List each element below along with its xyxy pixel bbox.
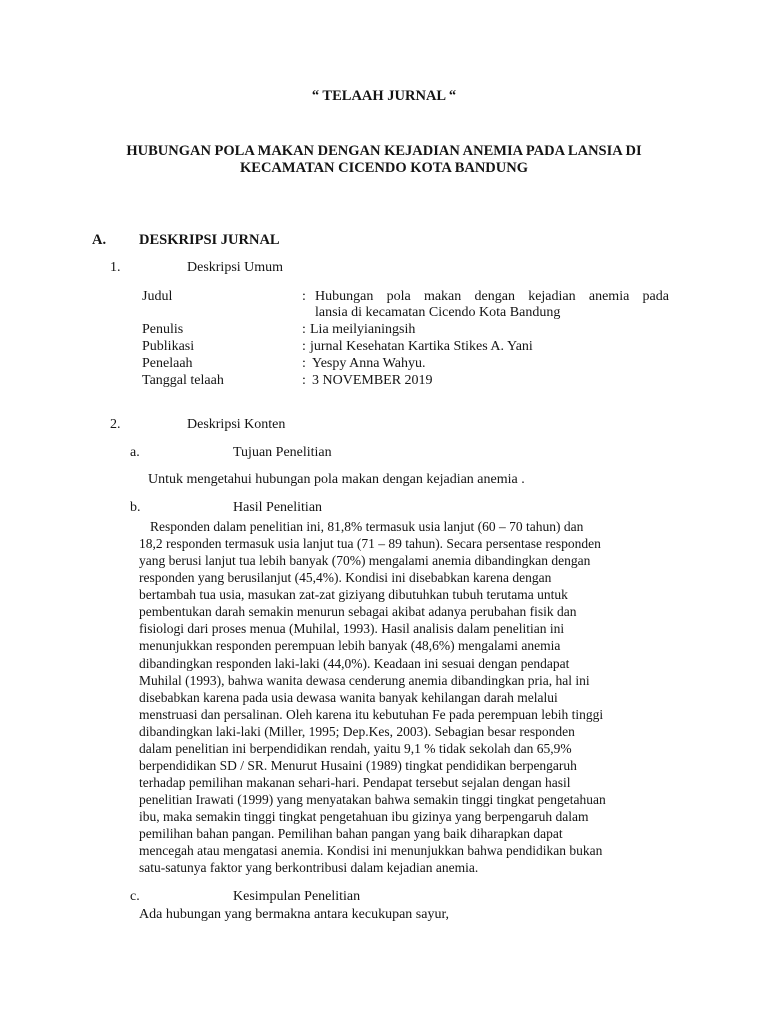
sub-a-letter: a. <box>130 445 140 460</box>
paragraph-line: satu-satunya faktor yang berkontribusi dalam kejadian anemia. <box>139 860 479 876</box>
paragraph-line: menstruasi dan persalinan. Oleh karena itu kebutuhan Fe pada perempuan lebih tinggi <box>139 706 604 722</box>
info-separator: : <box>302 289 306 304</box>
info-label-penulis: Penulis <box>142 322 184 337</box>
journal-title <box>80 143 688 177</box>
paragraph-line: dibandingkan responden laki-laki (44,0%). Keadaan ini sesuai dengan pendapat <box>139 655 570 671</box>
paragraph-line: Muhilal (1993), bahwa wanita dewasa cenderung anemia dibandingkan pria, hal ini <box>139 672 590 688</box>
item-1-heading: Deskripsi Umum <box>187 260 284 275</box>
paragraph-line: yang berusi lanjut tua lebih banyak (70%) mengalami anemia dibandingkan dengan <box>139 553 591 569</box>
paragraph-line: berpendidikan SD / SR. Menurut Husaini (1989) tingkat pendidikan berpengaruh <box>139 757 577 773</box>
paragraph-line: penelitian Irawati (1999) yang menyatakan bahwa semakin tinggi tingkat pengetahuan <box>139 792 606 807</box>
info-value-penulis: Lia meilyianingsih <box>310 322 416 337</box>
section-a-heading: DESKRIPSI JURNAL <box>139 232 280 248</box>
info-label-publikasi: Publikasi <box>142 339 195 354</box>
info-separator: : <box>302 373 306 388</box>
sub-c-text: Ada hubungan yang bermakna antara kecukupan sayur, <box>139 907 450 922</box>
paragraph-line: disebabkan karena pada usia dewasa wanita banyak kehilangan darah melalui <box>139 689 558 705</box>
section-a-letter: A. <box>92 232 107 248</box>
page-heading: “ TELAAH JURNAL “ <box>311 88 457 104</box>
item-2-heading: Deskripsi Konten <box>187 417 286 432</box>
paragraph-line: 18,2 responden termasuk usia lanjut tua (71 – 89 tahun). Secara persentase responden <box>139 536 601 552</box>
paragraph-line: fisiologi dari proses menua (Muhilal, 1993). Hasil analisis dalam penelitian ini <box>139 621 565 637</box>
info-value-judul-line: lansia di kecamatan Cicendo Kota Bandung <box>315 305 561 320</box>
journal-title-line: HUBUNGAN POLA MAKAN DENGAN KEJADIAN ANEMIA PADA LANSIA DI <box>126 143 642 159</box>
info-separator: : <box>302 356 306 371</box>
item-1-number: 1. <box>110 260 121 275</box>
info-label-judul: Judul <box>142 289 173 304</box>
info-separator: : <box>302 339 306 354</box>
info-value-penelaah: Yespy Anna Wahyu. <box>312 356 426 371</box>
sub-b-letter: b. <box>130 500 141 515</box>
paragraph-line: responden yang berusilanjut (45,4%). Kondisi ini disebabkan karena dengan <box>139 570 552 586</box>
info-label-penelaah: Penelaah <box>142 356 193 371</box>
paragraph-line: dibandingkan laki-laki (Miller, 1995; Dep.Kes, 2003). Sebagian besar responden <box>139 723 575 739</box>
paragraph-line: pembentukan darah semakin menurun sebagai akibat adanya perubahan fisik dan <box>139 604 577 620</box>
info-value-tanggal: 3 NOVEMBER 2019 <box>312 373 433 388</box>
item-2-number: 2. <box>110 417 121 432</box>
info-separator: : <box>302 322 306 337</box>
info-value-publikasi: jurnal Kesehatan Kartika Stikes A. Yani <box>310 339 533 354</box>
paragraph-line: menunjukkan responden perempuan lebih banyak (48,6%) mengalami anemia <box>139 638 561 654</box>
info-value-judul-line: Hubungan pola makan dengan kejadian anemia pada <box>315 289 669 304</box>
sub-c-heading: Kesimpulan Penelitian <box>233 889 361 904</box>
paragraph-line: dalam penelitian ini berpendidikan rendah, yaitu 9,1 % tidak sekolah dan 65,9% <box>139 740 572 756</box>
paragraph-line: pemilihan bahan pangan. Pemilihan bahan pangan yang baik diharapkan dapat <box>139 826 563 842</box>
sub-b-paragraph <box>139 518 673 876</box>
paragraph-line: Responden dalam penelitian ini, 81,8% termasuk usia lanjut (60 – 70 tahun) dan <box>150 519 584 534</box>
sub-b-heading: Hasil Penelitian <box>233 500 323 515</box>
info-label-tanggal: Tanggal telaah <box>142 373 224 388</box>
paragraph-line: mencegah atau mengatasi anemia. Kondisi ini menunjukkan bahwa pendidikan bukan <box>139 843 603 859</box>
sub-c-letter: c. <box>130 889 140 904</box>
paragraph-line: terhadap pemilihan makanan sehari-hari. Pendapat tersebut sejalan dengan hasil <box>139 774 571 790</box>
sub-a-text: Untuk mengetahui hubungan pola makan dengan kejadian anemia . <box>148 472 525 487</box>
sub-a-heading: Tujuan Penelitian <box>233 445 332 460</box>
paragraph-line: ibu, maka semakin tinggi tingkat pengetahuan ibu gizinya yang berpengaruh dalam <box>139 809 589 825</box>
journal-title-line: KECAMATAN CICENDO KOTA BANDUNG <box>240 160 528 176</box>
paragraph-line: bertambah tua usia, masukan zat-zat giziyang dibutuhkan tubuh terutama untuk <box>139 587 568 603</box>
